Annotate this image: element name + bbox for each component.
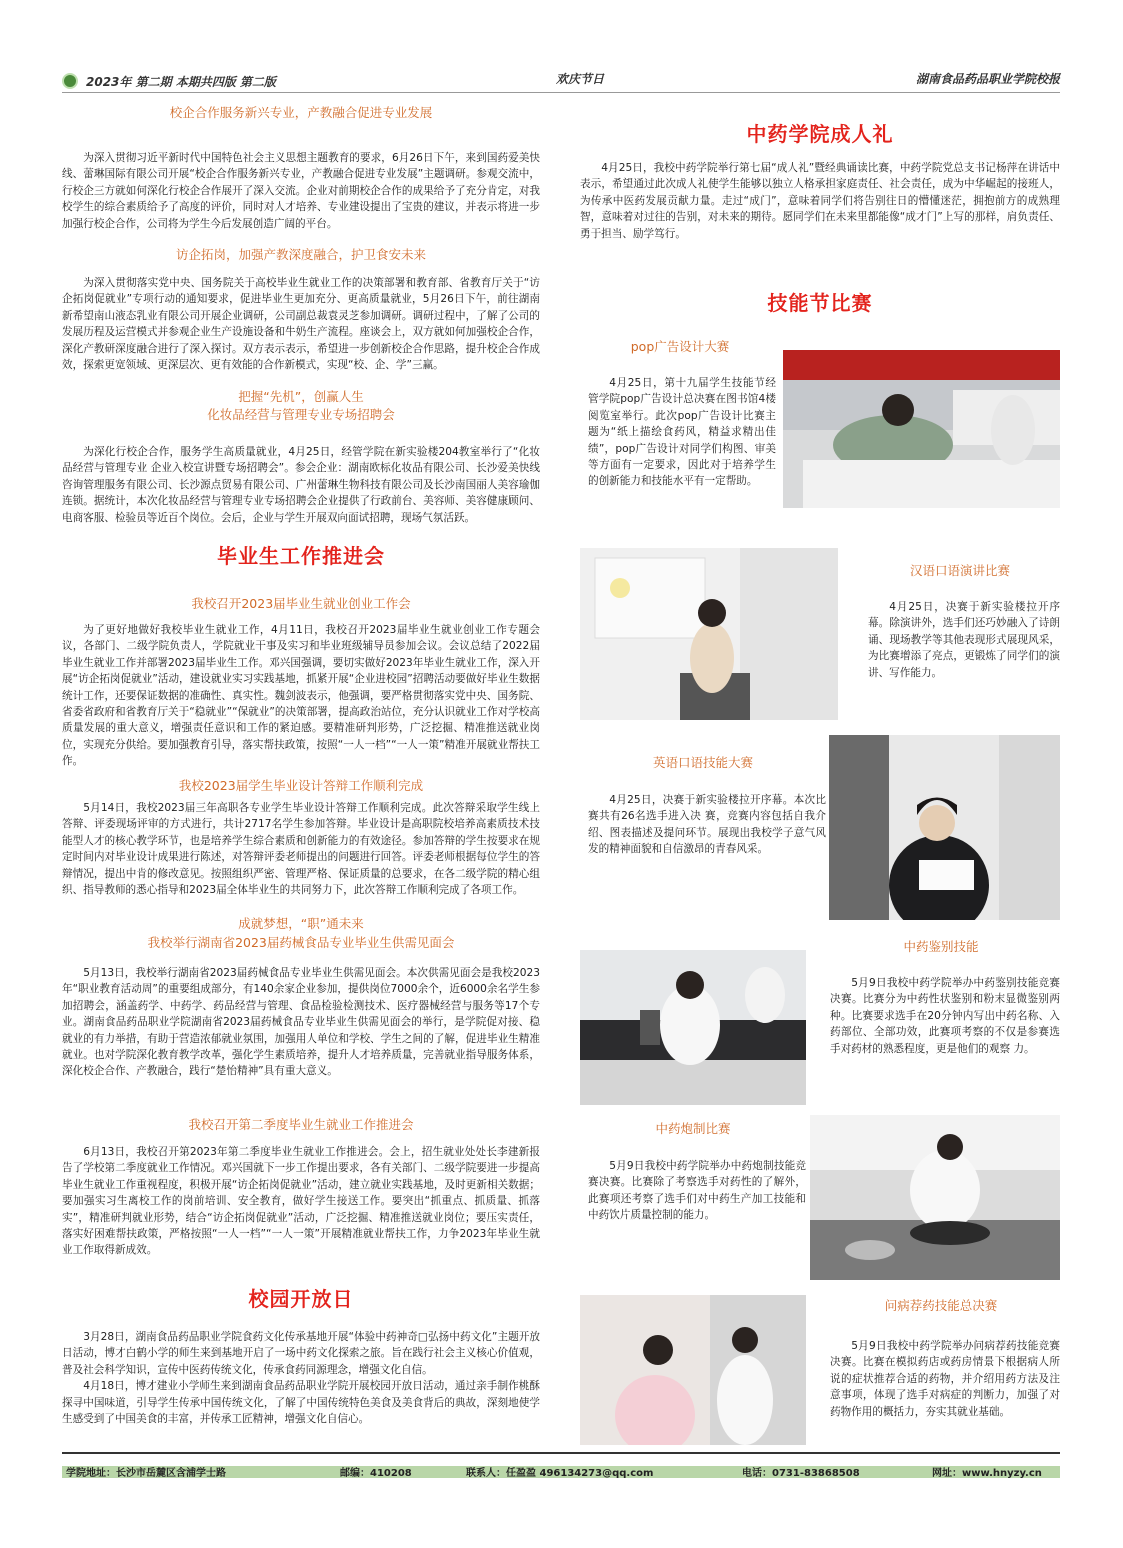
contest-title-pop: pop广告设计大赛 xyxy=(630,339,730,354)
article-title-school-enterprise: 校企合作服务新兴专业，产教融合促进专业发展 xyxy=(169,105,433,120)
photo-english-speech xyxy=(829,735,1060,920)
contest-body-chinese: 4月25日，决赛于新实验楼拉开序幕。除演讲外，选手们还巧妙融入了诗朗诵、现场教学等其他表现形式展现风采，为比赛增添了亮点，更锻炼了同学们的演讲、写作能力。 xyxy=(868,601,1060,679)
contest-body-english: 4月25日，决赛于新实验楼拉开序幕。本次比赛共有26名选手进入决 赛，竞赛内容包括自我介绍、图表描述及提问环节。展现出我校学子意气风发的精神面貌和自信激昂的青春风采。 xyxy=(588,794,826,856)
contest-title-herb-identification: 中药鉴别技能 xyxy=(903,939,979,954)
footer-divider xyxy=(62,1452,1060,1454)
article-title-employment-meeting: 我校召开2023届毕业生就业创业工作会 xyxy=(191,596,411,611)
footer-phone: 电话：0731-83868508 xyxy=(742,1468,860,1479)
photo-pop-contest xyxy=(783,350,1060,508)
headline-graduate-meeting: 毕业生工作推进会 xyxy=(217,544,385,568)
section-name: 欢庆节日 xyxy=(555,72,604,86)
article-body-open-day: 3月28日，湖南食品药品职业学院食药文化传承基地开展“体验中药神奇□弘扬中药文化”主题开放日活动，博才白鹤小学的师生来到基地开启了一场中药文化探索之旅。旨在践行社会主义核心价值观，普及社会科学知识，宣传中医药传统文化，传承食药同源理念，增强文化自信。 4月18日，博才建业小学师生来到湖南食品药品职业学院开展校园开放日活动，通过亲手制作桃酥探寻中国味道，引导学生传承中国传统文化，了解了中国传统特色美食及美食背后的典故，深刻地使学生感受到了中国美食的丰富，并传承工匠精神，增强文化自信心。 xyxy=(62,1331,540,1426)
contest-title-chinese: 汉语口语演讲比赛 xyxy=(909,563,1010,578)
footer-contact: 联系人：任盈盈 496134273@qq.com xyxy=(466,1468,654,1479)
header-divider xyxy=(62,92,1060,93)
article-title-visit-enterprise: 访企拓岗，加强产教深度融合，护卫食安未来 xyxy=(175,247,426,262)
article-body-cosmetics: 为深化行校企合作，服务学生高质量就业，4月25日，经管学院在新实验楼204教室举行了“化妆品经营与管理专业 企业入校宣讲暨专场招聘会”。参会企业：湖南欧标化妆品有限公司、长沙爱美快线咨询管理服务有限公司、长沙源点贸易有限公司、广州蕾琳生物科技有限公司及长沙南国丽人美容瑜伽连锁。据统计，本次化妆品经营与管理专业专场招聘会企业提供了行政前台、美容师、美容健康顾问、电商客服、检验员等近百个岗位。会后，企业与学生开展双向面试招聘，现场气氛活跃。 xyxy=(62,446,540,524)
article-title-cosmetics-1: 把握“先机”，创赢人生 xyxy=(238,389,364,404)
article-title-thesis-defense: 我校2023届学生毕业设计答辩工作顺利完成 xyxy=(178,778,424,793)
contest-title-drug-recommendation: 问病荐药技能总决赛 xyxy=(884,1298,998,1313)
contest-body-herb-processing: 5月9日我校中药学院举办中药炮制技能竞赛决赛。比赛除了考察选手对药性的了解外，此赛项还考察了选手们对中药生产加工技能和中药饮片质量控制的能力。 xyxy=(588,1160,806,1222)
photo-drug-recommendation xyxy=(580,1295,806,1445)
contest-body-herb-identification: 5月9日我校中药学院举办中药鉴别技能竞赛决赛。比赛分为中药性状鉴别和粉末显微鉴别两种。比赛要求选手在20分钟内写出中药名称、入药部位、全部功效，此赛项考察的不仅是参赛选手对药材的熟悉程度，更是他们的观察 力。 xyxy=(830,977,1060,1055)
issue-info xyxy=(62,70,422,92)
issue-text: 2023年 第二期 本期共四版 第二版 xyxy=(86,74,276,89)
paper-name: 湖南食品药品职业学院校报 xyxy=(915,72,1060,86)
footer-zip: 邮编：410208 xyxy=(340,1468,412,1479)
footer-website: 网址：www.hnyzy.cn xyxy=(932,1468,1042,1479)
headline-open-day: 校园开放日 xyxy=(248,1287,354,1311)
headline-skills-festival: 技能节比赛 xyxy=(767,291,873,315)
contest-title-english: 英语口语技能大赛 xyxy=(652,755,753,770)
photo-chinese-speech xyxy=(580,548,838,720)
article-title-job-fair-2: 我校举行湖南省2023届药械食品专业毕业生供需见面会 xyxy=(147,935,455,950)
article-body-visit-enterprise: 为深入贯彻落实党中央、国务院关于高校毕业生就业工作的决策部署和教育部、省教育厅关于“访企拓岗促就业”专项行动的通知要求，促进毕业生更加充分、更高质量就业，5月26日下午，前往湖南新希望南山液态乳业有限公司开展企业调研，公司副总裁袁灵芝参加调研。调研过程中，了解了公司的发展历程及运营模式并参观企业生产设施设备和牛奶生产流程。座谈会上，双方就如何加强校企合作，深化产教研深度融合进行了深入探讨。双方表示表示，希望进一步创新校企合作思路，提升校企合作成效，探索更宽领域、更深层次、更有效能的合作新模式，实现“校、企、学”三赢。 xyxy=(62,277,540,372)
article-body-employment-meeting: 为了更好地做好我校毕业生就业工作，4月11日，我校召开2023届毕业生就业创业工作专题会议，各部门、二级学院负责人，学院就业干事及实习和毕业班级辅导员参加会议。会议总结了2022届毕业生就业工作并部署2023届毕业生工作。邓兴国强调，要切实做好2023年毕业生就业工作，深入开展“访企拓岗促就业”活动，建设就业实习实践基地，抓紧开展“企业进校园”招聘活动要做好毕业生数据统计工作，还要保证数据的准确性、真实性。魏剑波表示，他强调，要严格贯彻落实党中央、国务院、省委省政府和省教育厅关于“稳就业”“保就业”的决策部署，提高政治站位，充分认识就业工作对学校高质量发展的重大意义，增强责任意识和工作的紧迫感。要精准研判形势，广泛挖掘、精准推送就业岗位，实现充分供给。要加强教育引导，落实帮扶政策，按照“一人一档”“一人一策”精准开展就业帮扶工作。 xyxy=(62,624,540,768)
photo-herb-processing xyxy=(810,1115,1060,1280)
article-body-thesis-defense: 5月14日，我校2023届三年高职各专业学生毕业设计答辩工作顺利完成。此次答辩采取学生线上答辩、评委现场评审的方式进行，共计2717名学生参加答辩。毕业设计是高职院校培养高素质技术技能型人才的核心教学环节，也是培养学生综合素质和创新能力的有效途径。参加答辩的学生按要求在规定时间内对毕业设计成果进行陈述，对答辩评委老师提出的问题进行回答。评委老师根据每位学生的答辩情况，提出中肯的修改意见。按照组织严密、管理严格、保证质量的总要求，在各二级学院的精心组织、指导教师的悉心指导和2023届全体毕业生的共同努力下，此次答辩工作顺利完成了各项工作。 xyxy=(62,802,540,897)
article-body-job-fair: 5月13日，我校举行湖南省2023届药械食品专业毕业生供需见面会。本次供需见面会是我校2023年“职业教育活动周”的重要组成部分，有140余家企业参加，提供岗位7000余个，近6000余名学生参加招聘会，涵盖药学、中药学、药品经营与管理、食品检验检测技术、医疗器械经营与服务等17个专业。湖南食品药品职业学院湖南省2023届药械食品专业毕业生供需见面会的举行，是学院促对接、稳就业的有力举措，有助于营造浓郁就业氛围，加强用人单位和学校、学生之间的了解，促进毕业生精准就业。也对学院深化教育教学改革，强化学生素质培养，提升人才培养质量，完善就业指导服务体系，深化校企合作、产教融合，践行“楚怡精神”具有重大意义。 xyxy=(62,967,540,1078)
photo-herb-identification xyxy=(580,950,806,1105)
headline-coming-of-age: 中药学院成人礼 xyxy=(746,122,894,146)
article-title-cosmetics-2: 化妆品经营与管理专业专场招聘会 xyxy=(207,407,395,422)
footer-address: 学院地址：长沙市岳麓区含浦学士路 xyxy=(66,1468,226,1479)
article-title-job-fair-1: 成就梦想，“职”通未来 xyxy=(238,916,364,931)
article-body-q2-meeting: 6月13日，我校召开第2023年第二季度毕业生就业工作推进会。会上，招生就业处处长李建新报告了学校第二季度就业工作情况。邓兴国就下一步工作提出要求，各有关部门、二级学院要进一步提高毕业生就业工作重视程度，积极开展“访企拓岗促就业”活动，建立就业实践基地，及时更新相关数据；要加强实习生离校工作的岗前培训、安全教育，做好学生接送工作。要突出“抓重点、抓质量、抓落实”，精准研判就业形势，结合“访企拓岗促就业”活动，广泛挖掘、精准推送就业岗位；要压实责任，落实好困难帮扶政策，严格按照“一人一档”“一人一策”开展精准就业帮扶工作，力争2023年毕业生就业工作取得新成效。 xyxy=(62,1146,540,1257)
article-body-coming-of-age: 4月25日，我校中药学院举行第七届“成人礼”暨经典诵读比赛，中药学院党总支书记杨萍在讲话中表示，希望通过此次成人礼使学生能够以独立人格承担家庭责任、社会责任，成为中华崛起的接班人，为传承中医药发展贡献力量。走过“成门”，意味着同学们将告别往日的懵懂迷茫，拥抱前方的成熟理智，意味着对过往的告别，对未来的期待。愿同学们在未来里都能像“成才门”上写的那样，肩负责任、勇于担当、励学笃行。 xyxy=(580,162,1060,240)
article-title-q2-meeting: 我校召开第二季度毕业生就业工作推进会 xyxy=(188,1117,414,1132)
article-body-school-enterprise: 为深入贯彻习近平新时代中国特色社会主义思想主题教育的要求，6月26日下午，来到国药爱美快线、蕾琳国际有限公司开展“校企合作服务新兴专业，产教融合促进专业发展”主题调研。参观交流中，行校企三方就如何深化行校企合作展开了深入交流。企业对前期校企合作的成果给予了充分肯定，对我校学生的综合素质给予了高度的评价，同时对人才培养、专业建设提出了宝贵的建议，并表示将进一步加强行校企合作，公司将为学生今后发展创造广阔的平台。 xyxy=(62,152,540,230)
contest-body-drug-recommendation: 5月9日我校中药学院举办问病荐药技能竞赛决赛。比赛在模拟药店或药房情景下根据病人所说的症状推荐合适的药物，并介绍用药方法及注意事项，体现了选手对病症的判断力，加强了对药物作用的概括力，夯实其就业基础。 xyxy=(830,1340,1060,1418)
school-logo-icon xyxy=(62,73,78,89)
contest-title-herb-processing: 中药炮制比赛 xyxy=(655,1121,731,1136)
contest-body-pop: 4月25日，第十九届学生技能节经管学院pop广告设计总决赛在图书馆4楼阅览室举行。此次pop广告设计比赛主题为“纸上描绘食药风，精益求精出佳绩”，pop广告设计对同学们构图、审美等方面有一定要求，因此对于培养学生的创新能力和技能水平有一定帮助。 xyxy=(588,377,776,488)
